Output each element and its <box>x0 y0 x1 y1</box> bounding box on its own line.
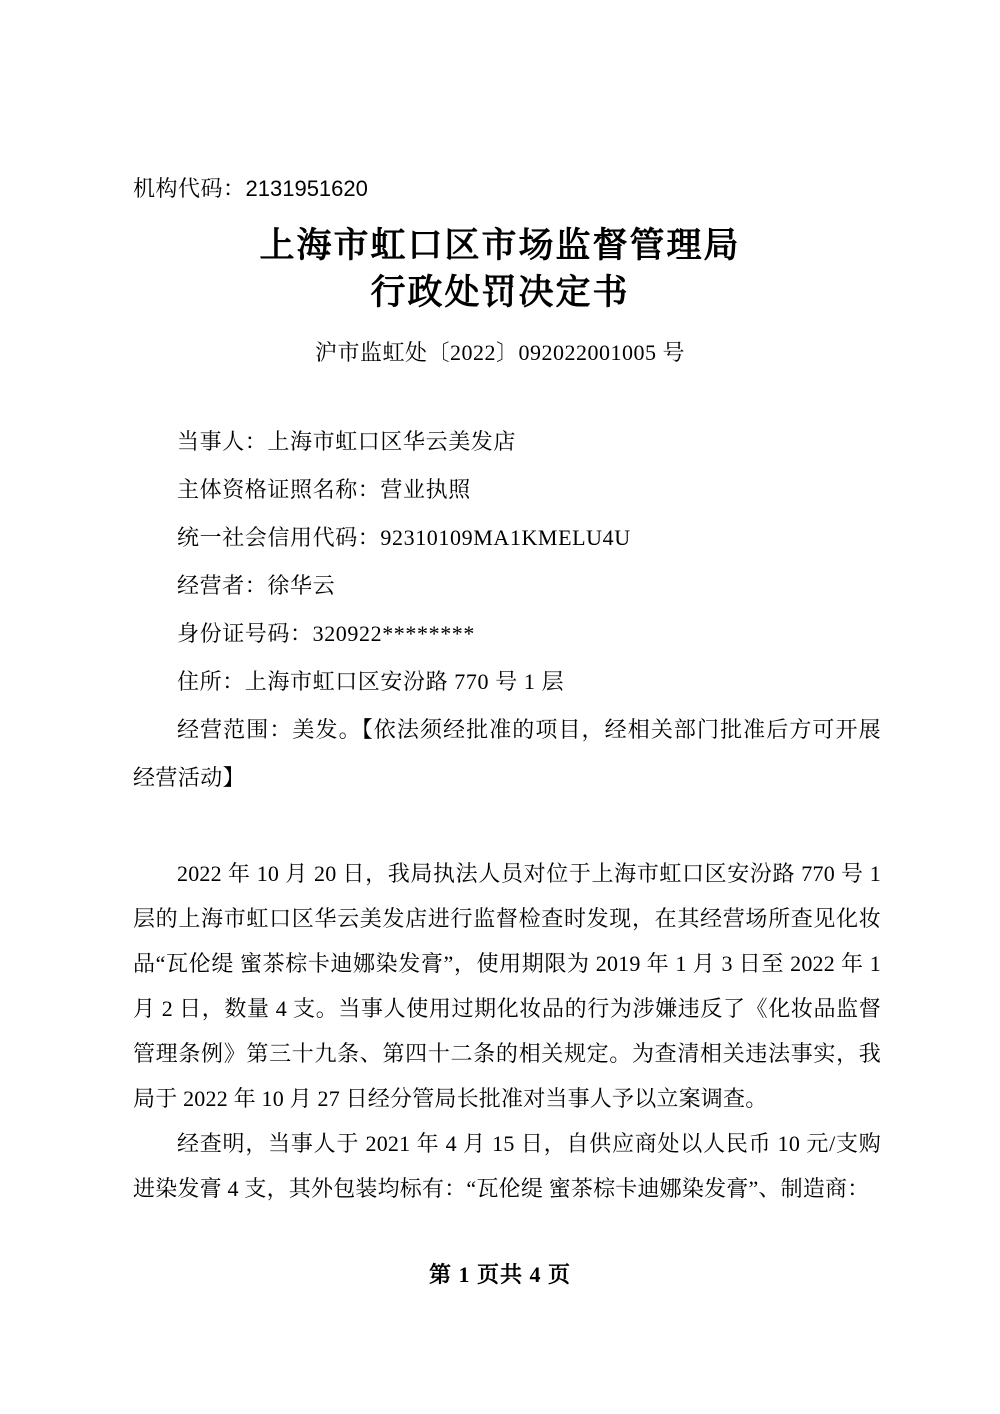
page-footer: 第 1 页共 4 页 <box>428 1262 571 1287</box>
party-info-block <box>133 418 875 706</box>
document-number: 沪市监虹处〔2022〕092022001005 号 <box>314 340 685 365</box>
body-paragraph-inspection: 2022 年 10 月 20 日，我局执法人员对位于上海市虹口区安汾路 770 号 1 层的上海市虹口区华云美发店进行监督检查时发现，在其经营场所查见化妆品“瓦伦缇 蜜茶棕卡迪娜染发膏”，使用期限为 2019 年 1 月 3 日至 2022 年 1 月 2 日，数量 4 支。当事人使用过期化妆品的行为涉嫌违反了《化妆品监督管理条例》第三十九条、第四十二条的相关规定。为查清相关违法事实，我局于 2022 年 10 月 27 日经分管局长批准对当事人予以立案调查。 <box>133 861 881 1111</box>
page-title-doctype: 行政处罚决定书 <box>370 273 630 312</box>
info-line-operator: 经营者：徐华云 <box>177 573 336 598</box>
info-line-party: 当事人：上海市虹口区华云美发店 <box>177 429 517 454</box>
info-line-address: 住所：上海市虹口区安汾路 770 号 1 层 <box>177 669 565 694</box>
info-line-license-type: 主体资格证照名称：营业执照 <box>177 477 471 502</box>
page-title-authority: 上海市虹口区市场监督管理局 <box>259 226 741 265</box>
business-scope-text: 经营范围：美发。【依法须经批准的项目，经相关部门批准后方可开展经营活动】 <box>133 717 881 790</box>
business-scope-block <box>133 706 881 802</box>
document-title-block <box>0 222 1000 316</box>
org-code-label: 机构代码： <box>133 176 246 201</box>
body-paragraph-investigation: 经查明，当事人于 2021 年 4 月 15 日，自供应商处以人民币 10 元/支购进染发膏 4 支，其外包装均标有：“瓦伦缇 蜜茶棕卡迪娜染发膏”、制造商： <box>133 1131 881 1201</box>
document-body <box>133 851 881 1211</box>
info-line-id-number: 身份证号码：320922******** <box>177 621 476 646</box>
org-code-value: 2131951620 <box>245 176 368 201</box>
org-code-line <box>133 172 368 203</box>
info-line-credit-code: 统一社会信用代码：92310109MA1KMELU4U <box>177 525 631 550</box>
